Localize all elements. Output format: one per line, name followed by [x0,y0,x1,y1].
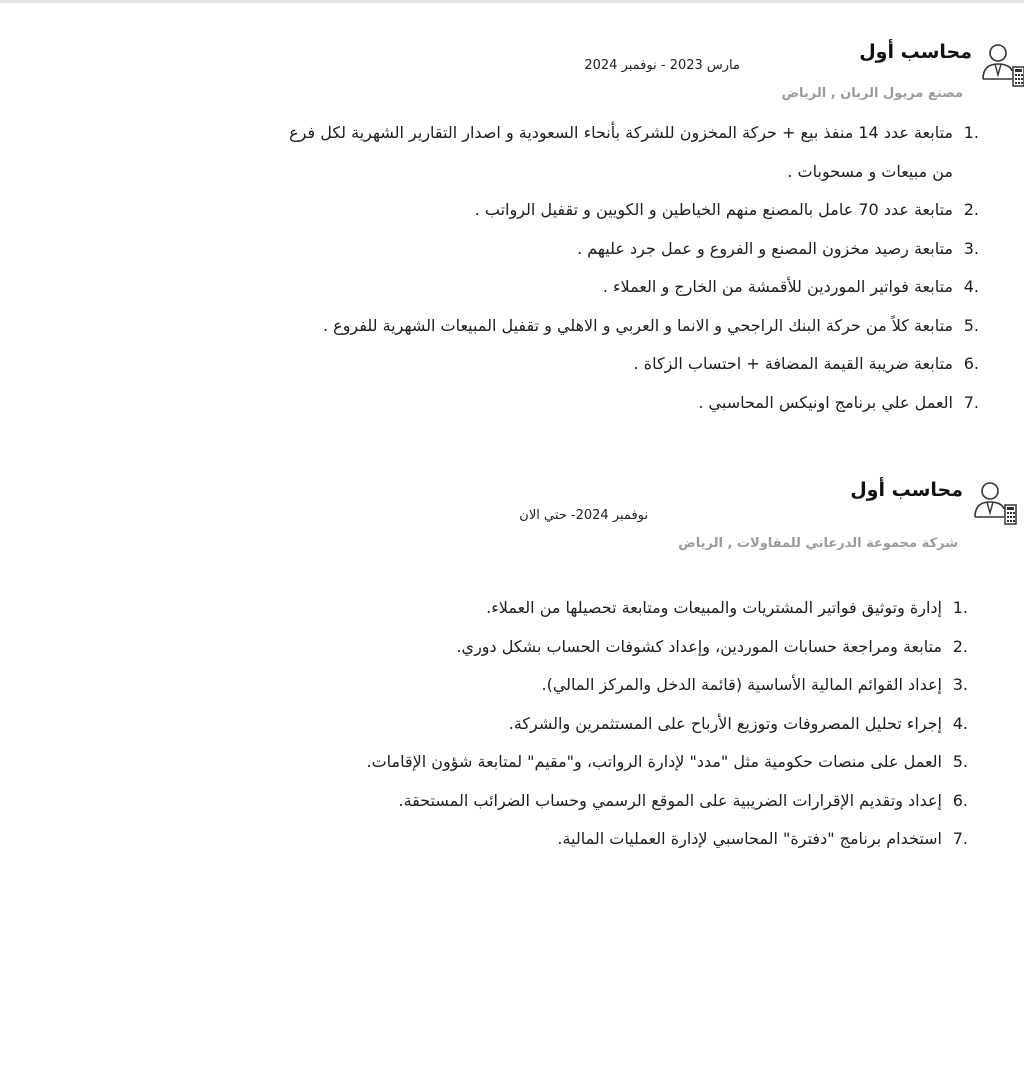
item-number: 4. [963,277,979,296]
item-text: إعداد وتقديم الإقرارات الضريبية على الموقع الرسمي وحساب الضرائب المستحقة. [398,790,942,810]
list-item [289,345,979,384]
list-item [289,268,979,307]
list-item [323,782,968,821]
list-item [289,191,979,230]
list-item [323,628,968,667]
list-item [323,820,968,859]
item-number: 6. [952,790,968,810]
list-item [289,114,979,191]
job-title: محاسب أول [850,479,963,501]
company-name: مصنع مريول الريان , الرياض [781,86,963,101]
item-number: 7. [952,829,968,848]
item-text: متابعة رصيد مخزون المصنع و الفروع و عمل جرد عليهم . [577,238,953,258]
job-dates: مارس 2023 - نوفمبر 2024 [584,58,740,73]
duties-list [323,589,968,859]
list-item [289,384,979,423]
item-text: العمل على منصات حكومية مثل "مدد" لإدارة الرواتب، و"مقيم" لمتابعة شؤون الإقامات. [366,752,942,771]
list-item [323,589,968,628]
item-number: 3. [952,675,968,694]
top-divider [0,0,1024,3]
list-item [289,307,979,346]
item-text: استخدام برنامج "دفترة" المحاسبي لإدارة العمليات المالية. [557,829,942,848]
job-dates: نوفمبر 2024- حتي الان [519,508,648,523]
item-number: 6. [963,354,979,373]
list-item [323,743,968,782]
item-text: إعداد القوائم المالية الأساسية (قائمة الدخل والمركز المالي). [541,675,942,694]
item-number: 5. [952,752,968,771]
item-number: 3. [963,238,979,258]
item-number: 1. [963,123,979,142]
list-item [323,705,968,744]
list-item [289,230,979,269]
item-text: متابعة ضريبة القيمة المضافة + احتساب الزكاة . [633,354,953,373]
item-text: العمل علي برنامج اونيكس المحاسبي . [698,392,953,412]
item-text: متابعة كلاً من حركة البنك الراجحي و الانما و العربي و الاهلي و تقفيل المبيعات الشهرية للفروع . [322,315,953,335]
company-name: شركة مجموعة الدرعاني للمقاولات , الرياض [678,536,958,551]
accountant-icon [980,42,1024,88]
item-text: إدارة وتوثيق فواتير المشتريات والمبيعات ومتابعة تحصيلها من العملاء. [486,598,942,617]
item-text: متابعة عدد 14 منفذ بيع + حركة المخزون للشركة بأنحاء السعودية و اصدار التقارير الشهرية لكل فرع من مبيعات و مسحوبات . [289,123,953,181]
item-text: متابعة ومراجعة حسابات الموردين، وإعداد كشوفات الحساب بشكل دوري. [456,636,942,656]
item-text: إجراء تحليل المصروفات وتوزيع الأرباح على المستثمرين والشركة. [508,713,942,733]
item-number: 2. [952,636,968,656]
item-text: متابعة عدد 70 عامل بالمصنع منهم الخياطين و الكويين و تقفيل الرواتب . [474,200,953,219]
list-item [323,666,968,705]
item-number: 5. [963,315,979,335]
job-title: محاسب أول [859,41,972,63]
item-number: 4. [952,713,968,733]
accountant-icon [972,480,1018,526]
item-number: 2. [963,200,979,219]
item-text: متابعة فواتير الموردين للأقمشة من الخارج و العملاء . [602,277,953,296]
item-number: 1. [952,598,968,617]
item-number: 7. [963,392,979,412]
duties-list [289,114,979,422]
